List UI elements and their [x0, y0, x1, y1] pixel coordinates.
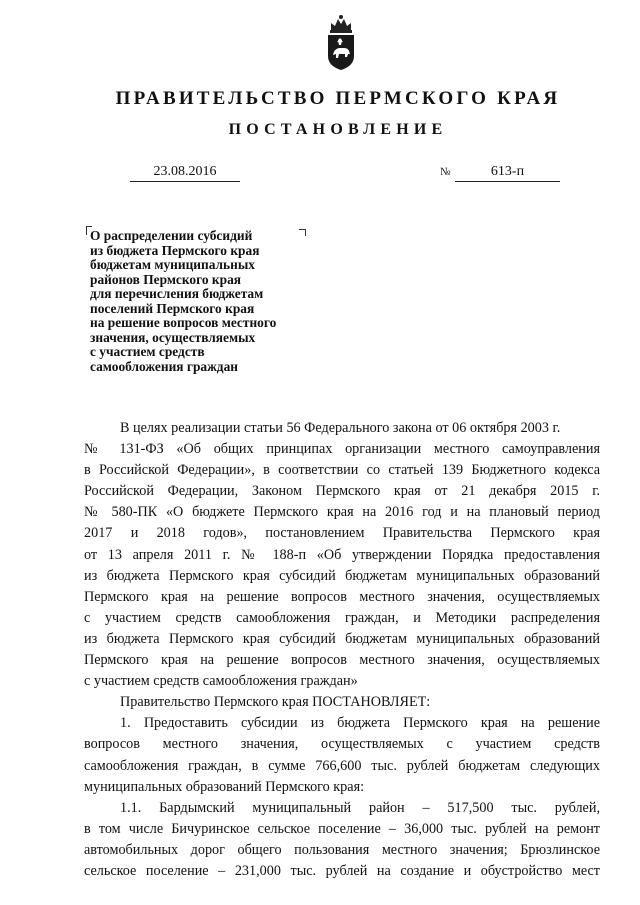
body-line: автомобильных дорог общего пользования местного значения; Брюзлинское: [84, 841, 600, 858]
body-line: 1.1. Бардымский муниципальный район – 517,500 тыс. рублей,: [120, 799, 600, 816]
body-line: Российской Федерации, Законом Пермского края от 21 декабря 2015 г.: [84, 483, 600, 500]
document-number: 613-п: [455, 163, 560, 182]
body-line: из бюджета Пермского края субсидий бюджетам муниципальных образований: [84, 630, 600, 647]
subject-line: значения, осуществляемых: [90, 329, 256, 345]
body-line: самообложения граждан, в сумме 766,600 тыс. рублей бюджетам следующих: [84, 757, 600, 774]
body-line: с участием средств самообложения граждан»: [84, 673, 358, 690]
body-line: сельское поселение – 231,000 тыс. рублей на создание и обустройство мест: [84, 862, 600, 879]
body-line: вопросов местного значения, осуществляемых с участием средств: [84, 736, 600, 753]
subject-line: на решение вопросов местного: [90, 315, 277, 330]
subject-line: самообложения граждан: [90, 358, 238, 374]
document-subject: [90, 229, 320, 374]
body-line: Правительство Пермского края ПОСТАНОВЛЯЕТ:: [120, 694, 431, 711]
body-line: от 13 апреля 2011 г. № 188-п «Об утверждении Порядка предоставления: [84, 546, 600, 563]
government-title: ПРАВИТЕЛЬСТВО ПЕРМСКОГО КРАЯ: [115, 88, 561, 109]
body-line: 2017 и 2018 годов», постановлением Правительства Пермского края: [84, 525, 600, 542]
subject-line: районов Пермского края: [90, 271, 242, 287]
body-line: № 131-ФЗ «Об общих принципах организации местного самоуправления: [84, 441, 600, 458]
body-line: в том числе Бичуринское сельское поселение – 36,000 тыс. рублей на ремонт: [84, 820, 600, 837]
body-line: муниципальных образований Пермского края:: [84, 778, 365, 795]
body-line: Пермского края на решение вопросов местного значения, осуществляемых: [84, 652, 600, 669]
body-line: Пермского края на решение вопросов местного значения, осуществляемых: [84, 588, 600, 605]
subject-line: с участием средств: [90, 344, 205, 359]
body-line: из бюджета Пермского края субсидий бюджетам муниципальных образований: [84, 567, 600, 584]
body-line: В целях реализации статьи 56 Федерального закона от 06 октября 2003 г.: [120, 420, 561, 436]
document-body: [84, 418, 600, 882]
body-line: № 580-ПК «О бюджете Пермского края на 2016 год и на плановый период: [84, 504, 600, 521]
subject-line: поселений Пермского края: [90, 300, 255, 316]
number-sign: №: [440, 166, 451, 178]
body-line: в Российской Федерации», в соответствии со статьей 139 Бюджетного кодекса: [84, 462, 600, 479]
body-line: 1. Предоставить субсидии из бюджета Пермского края на решение: [120, 715, 600, 732]
body-line: с участием средств самообложения граждан, и Методики распределения: [84, 609, 600, 626]
subject-line: О распределении субсидий: [90, 228, 253, 243]
document-date: 23.08.2016: [130, 163, 240, 182]
subject-line: из бюджета Пермского края: [90, 242, 260, 258]
subject-line: для перечисления бюджетам: [90, 286, 264, 301]
document-type: ПОСТАНОВЛЕНИЕ: [228, 121, 448, 138]
perm-krai-coat-of-arms-icon: [325, 14, 357, 72]
subject-line: бюджетам муниципальных: [90, 257, 255, 272]
